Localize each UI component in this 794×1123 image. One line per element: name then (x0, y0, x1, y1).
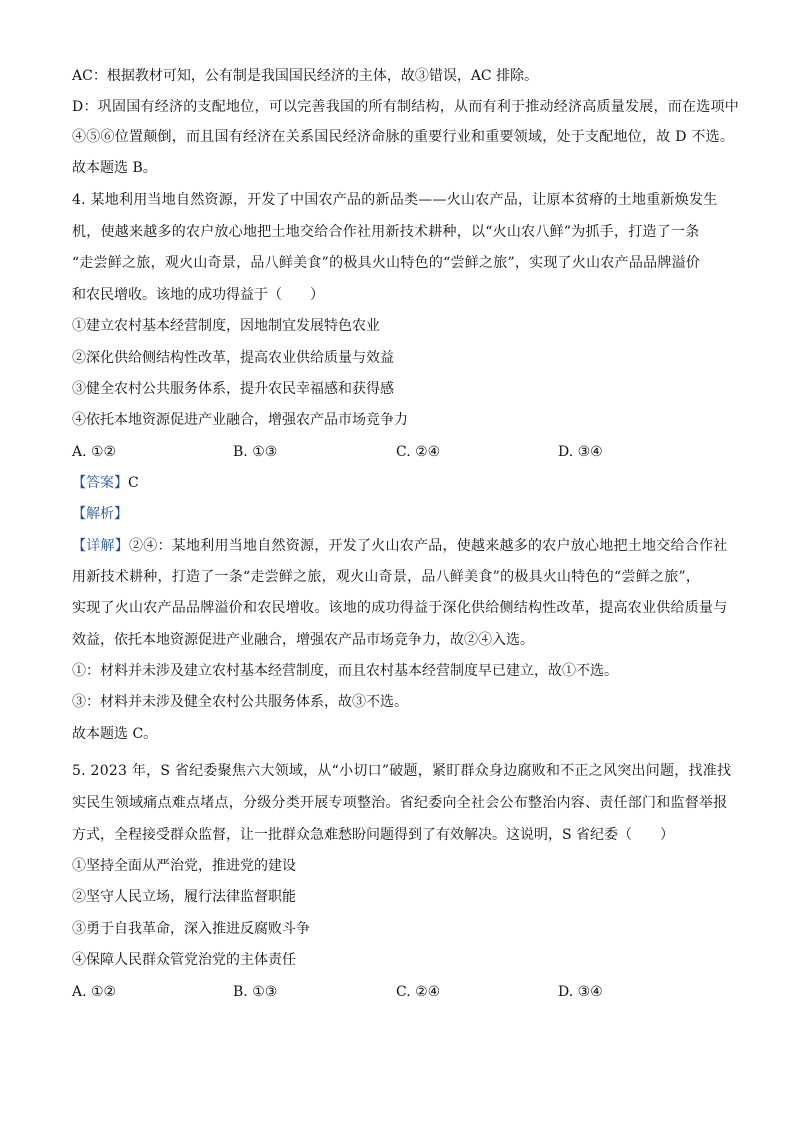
q4-answer-value: C (128, 475, 139, 491)
q4-item-1: ①建立农村基本经营制度，因地制宜发展特色农业 (72, 318, 380, 334)
q4-item-3: ③健全农村公共服务体系，提升农民幸福感和获得感 (72, 381, 394, 397)
q4-stem-line2: 机，使越来越多的农户放心地把土地交给合作社用新技术耕种，以“火山农八鲜”为抓手，打造了一条 (72, 224, 700, 240)
q4-option-b: B. ①③ (233, 444, 278, 460)
q4-answer (72, 473, 139, 493)
prev-analysis-ac: AC：根据教材可知，公有制是我国国民经济的主体，故③错误，AC 排除。 (72, 68, 539, 84)
q5-item-2: ②坚守人民立场，履行法律监督职能 (72, 889, 296, 905)
q5-stem-line1: 5. 2023 年，S 省纪委聚焦六大领域，从“小切口”破题，紧盯群众身边腐败和不正之风突出问题，找准找 (72, 763, 732, 779)
q4-note-1: ①：材料并未涉及建立农村基本经营制度，而且农村基本经营制度早已建立，故①不选。 (72, 663, 618, 679)
q5-item-3: ③勇于自我革命，深入推进反腐败斗争 (72, 921, 310, 937)
q4-option-c: C. ②④ (396, 444, 441, 460)
prev-analysis-d-line2: ④⑤⑥位置颠倒，而且国有经济在关系国民经济命脉的重要行业和重要领域，处于支配地位，故 D 不选。 (72, 129, 735, 145)
q4-note-3: ③：材料并未涉及健全农村公共服务体系，故③不选。 (72, 694, 408, 710)
q5-options (72, 982, 722, 1002)
q5-option-a: A. ①② (72, 984, 117, 1000)
q5-stem-line3: 方式，全程接受群众监督，让一批群众急难愁盼问题得到了有效解决。这说明，S 省纪委（ ） (72, 827, 675, 843)
q4-detail-text1: ②④：某地利用当地自然资源，开发了火山农产品，使越来越多的农户放心地把土地交给合作社 (129, 538, 728, 554)
q4-stem-line3: “走尝鲜之旅，观火山奇景，品八鲜美食”的极具火山特色的“尝鲜之旅”，实现了火山农产品品牌溢价 (72, 255, 701, 271)
q4-stem-line4: 和农民增收。该地的成功得益于（ ） (72, 287, 324, 303)
q4-detail-line1 (72, 536, 728, 556)
prev-analysis-conclusion: 故本题选 B。 (72, 160, 157, 176)
q4-option-d: D. ③④ (558, 444, 603, 460)
q5-option-c: C. ②④ (396, 984, 441, 1000)
q4-answer-label: 【答案】 (72, 475, 128, 491)
q4-analysis-label: 【解析】 (72, 506, 128, 522)
q5-stem-line2: 实民生领域痛点难点堵点，分级分类开展专项整治。省纪委向全社会公布整治内容、责任部门和监督举报 (72, 795, 728, 811)
q4-item-4: ④依托本地资源促进产业融合，增强农产品市场竞争力 (72, 412, 408, 428)
q4-detail-label: 【详解】 (72, 538, 129, 554)
q4-detail-line3: 实现了火山农产品品牌溢价和农民增收。该地的成功得益于深化供给侧结构性改革，提高农业供给质量与 (72, 600, 728, 616)
q5-item-4: ④保障人民群众管党治党的主体责任 (72, 952, 296, 968)
prev-analysis-d-line1: D：巩固国有经济的支配地位，可以完善我国的所有制结构，从而有利于推动经济高质量发展，而在选项中 (72, 99, 739, 115)
q4-conclusion: 故本题选 C。 (72, 726, 158, 742)
q5-option-b: B. ①③ (233, 984, 278, 1000)
q4-item-2: ②深化供给侧结构性改革，提高农业供给质量与效益 (72, 350, 394, 366)
q5-option-d: D. ③④ (558, 984, 603, 1000)
q4-stem-line1: 4. 某地利用当地自然资源，开发了中国农产品的新品类——火山农产品，让原本贫瘠的土地重新焕发生 (72, 192, 718, 208)
q4-option-a: A. ①② (72, 444, 117, 460)
q4-detail-line4: 效益，依托本地资源促进产业融合，增强农产品市场竞争力，故②④入选。 (72, 632, 534, 648)
q4-detail-line2: 用新技术耕种，打造了一条“走尝鲜之旅，观火山奇景，品八鲜美食”的极具火山特色的“尝鲜之旅”， (72, 569, 701, 585)
q5-item-1: ①坚持全面从严治党，推进党的建设 (72, 858, 296, 874)
q4-options (72, 442, 722, 462)
